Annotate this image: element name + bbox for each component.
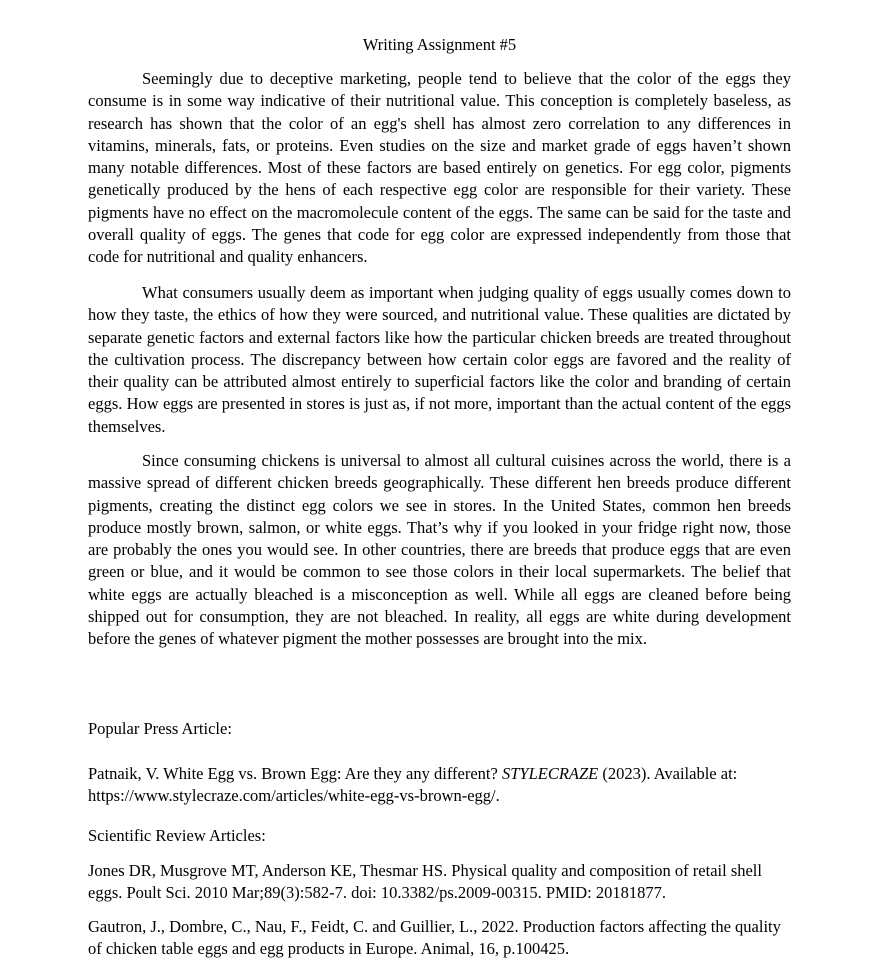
citation-text-after: (2023). Available at: https://www.stylecraze.com/articles/white-egg-vs-brown-egg/.: [88, 764, 738, 806]
document-title: Writing Assignment #5: [362, 35, 517, 54]
scientific-citation-1: Jones DR, Musgrove MT, Anderson KE, Thesmar HS. Physical quality and composition of retail shell eggs. Poult Sci. 2010 Mar;89(3):582-7. doi: 10.3382/ps.2009-00315. PMID: 20181877.: [88, 861, 762, 903]
body-paragraph-3: Since consuming chickens is universal to almost all cultural cuisines across the world, there is a massive spread of different chicken breeds geographically. These different hen breeds produce different pigments, creating the distinct egg colors we see in stores. In the United States, common hen breeds produce mostly brown, salmon, or white eggs. That’s why if you looked in your fridge right now, those are probably the ones you would see. In other countries, there are breeds that produce eggs that are even green or blue, and it would be common to see those colors in their local supermarkets. The belief that white eggs are actually bleached is a misconception as well. While all eggs are cleaned before being shipped out for consumption, they are not bleached. In reality, all eggs are white during development before the genes of whatever pigment the mother possesses are brought into the mix.: [88, 451, 791, 649]
scientific-citation-2: Gautron, J., Dombre, C., Nau, F., Feidt, C. and Guillier, L., 2022. Production factors affecting the quality of chicken table eggs and egg products in Europe. Animal, 16, p.100425.: [88, 917, 781, 959]
citation-journal-name: STYLECRAZE: [501, 764, 599, 783]
popular-press-citation: [88, 763, 791, 808]
body-paragraph-2: What consumers usually deem as important when judging quality of eggs usually comes down to how they taste, the ethics of how they were sourced, and nutritional value. These qualities are dictated by separate genetic factors and external factors like how the particular chicken breeds are treated throughout the cultivation process. The discrepancy between how certain color eggs are favored and the reality of their quality can be attributed almost entirely to superficial factors like the color and branding of certain eggs. How eggs are presented in stores is just as, if not more, important than the actual content of the eggs themselves.: [88, 283, 791, 436]
citation-text-before: Patnaik, V. White Egg vs. Brown Egg: Are they any different?: [88, 764, 502, 783]
body-paragraph-1: Seemingly due to deceptive marketing, people tend to believe that the color of the eggs they consume is in some way indicative of their nutritional value. This conception is completely baseless, as research has shown that the color of an egg's shell has almost zero correlation to any differences in vitamins, minerals, fats, or proteins. Even studies on the size and market grade of eggs haven’t shown many notable differences. Most of these factors are based entirely on genetics. For egg color, pigments genetically produced by the hens of each respective egg color are responsible for their variety. These pigments have no effect on the macromolecule content of the eggs. The same can be said for the taste and overall quality of eggs. The genes that code for egg color are expressed independently from those that code for nutritional and quality enhancers.: [88, 69, 791, 267]
popular-press-heading: Popular Press Article:: [88, 719, 232, 738]
scientific-review-heading: Scientific Review Articles:: [88, 826, 266, 845]
